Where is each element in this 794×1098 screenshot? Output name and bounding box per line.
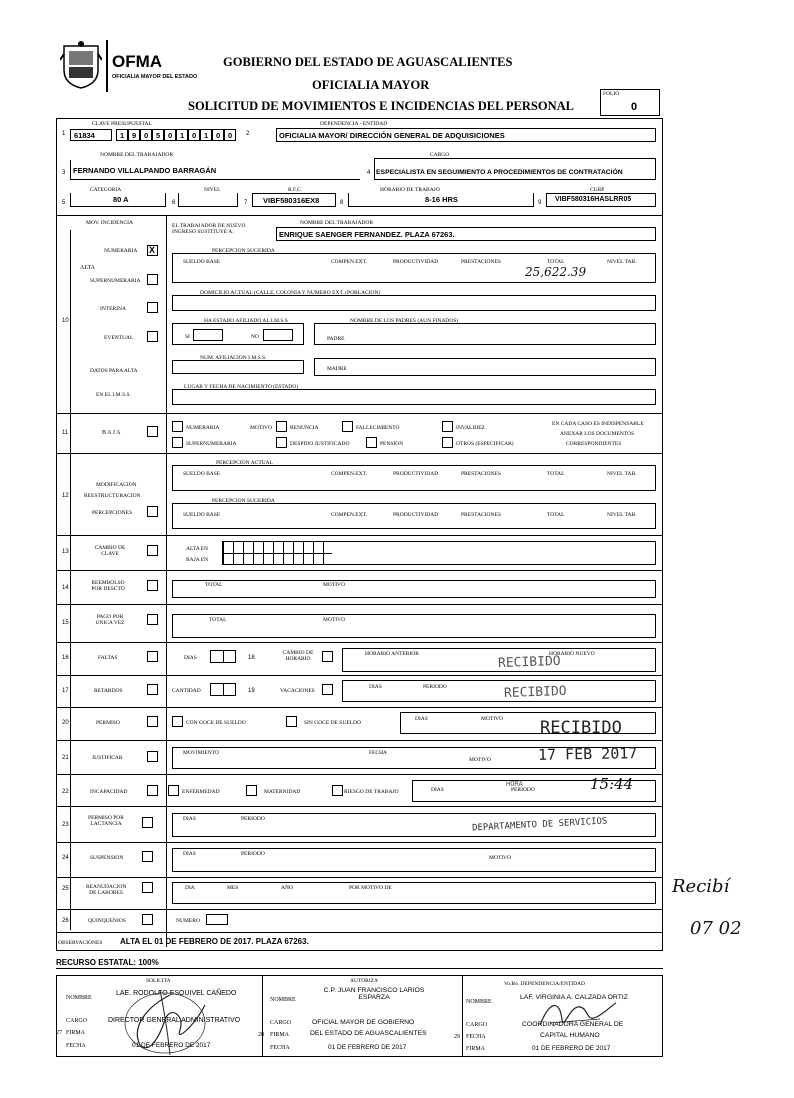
afiliacion-label: NUM. AFILIACION I.M.S.S.	[200, 355, 267, 361]
received-stamp-time: 15:44	[590, 775, 634, 793]
clave-digit: 0	[192, 131, 197, 140]
office-title: OFICIALIA MAYOR	[312, 78, 430, 92]
productividad-label: PRODUCTIVIDAD	[393, 471, 439, 477]
section-divider	[56, 909, 663, 910]
row-number: 11	[62, 430, 69, 436]
s3-cargo-label: CARGO	[466, 1022, 488, 1028]
renuncia-checkbox[interactable]	[276, 421, 287, 432]
s3-cargo-2: CAPITAL HUMANO	[540, 1032, 600, 1039]
row-number: 20	[62, 720, 69, 726]
con-goce-label: CON GOCE DE SUELDO	[186, 720, 246, 726]
dia-label: DIA	[185, 885, 195, 891]
motivo-label: MOTIVO	[323, 582, 345, 588]
state-seal-logo	[60, 40, 102, 90]
s3-name: LAF. VIRGINIA A. CALZADA ORTIZ	[520, 994, 628, 1001]
reembolso-checkbox[interactable]	[147, 580, 158, 591]
section-divider	[56, 740, 663, 741]
imss-field	[172, 323, 304, 345]
s2-nombre-label: NOMBRE	[270, 997, 296, 1003]
total-label: TOTAL	[209, 617, 227, 623]
curp-field	[546, 193, 656, 207]
s2-cargo-2: DEL ESTADO DE AGUASCALIENTES	[310, 1030, 427, 1037]
s3-firma-label: FIRMA	[466, 1046, 486, 1052]
lactancia-checkbox[interactable]	[142, 817, 153, 828]
vacaciones-checkbox[interactable]	[322, 684, 333, 695]
fallecimiento-checkbox[interactable]	[342, 421, 353, 432]
baja-supernumeraria-checkbox[interactable]	[172, 437, 183, 448]
section-divider	[56, 642, 663, 643]
movimiento-label: MOVIMIENTO	[183, 750, 219, 756]
section-divider	[56, 806, 663, 807]
reestructuracion-title: REESTRUCTURACION	[84, 493, 141, 499]
s1-firma-label: FIRMA	[66, 1030, 86, 1036]
received-stamp-date: 17 FEB 2017	[537, 744, 638, 764]
nivel-tab-label: NIVEL TAB.	[607, 259, 637, 265]
despido-checkbox[interactable]	[276, 437, 287, 448]
percepciones-label: PERCEPCIONES	[92, 510, 133, 516]
domicilio-field	[172, 295, 656, 311]
section-divider	[56, 413, 663, 414]
faltas-label: FALTAS	[98, 655, 118, 661]
row-number: 21	[62, 755, 69, 761]
section-divider	[56, 707, 663, 708]
otros-label: OTROS (ESPECIFICAR)	[456, 441, 514, 447]
row-number: 19	[248, 688, 255, 694]
periodo-label: PERIODO	[241, 851, 265, 857]
cambio-clave-checkbox[interactable]	[147, 545, 158, 556]
categoria-value: 80 A	[113, 195, 129, 204]
logo-text: OFMA	[112, 52, 163, 71]
afiliacion-field	[172, 360, 304, 374]
ano-label: AÑO	[281, 885, 293, 891]
nivel-field	[178, 193, 238, 207]
reingreso-label: EL TRABAJADOR DE NUEVO INGRESO SUSTITUYE A:	[172, 223, 246, 235]
suspension-field	[172, 848, 656, 872]
maternidad-label: MATERNIDAD	[264, 789, 301, 795]
cargo-label: CARGO	[430, 152, 450, 158]
clave-digit: 0	[144, 131, 149, 140]
row-number: 23	[62, 822, 69, 828]
row-number: 14	[62, 585, 69, 591]
cargo-value: ESPECIALISTA EN SEGUIMIENTO A PROCEDIMIENTOS DE CONTRATACIÓN	[376, 169, 623, 176]
cargo-field	[374, 158, 656, 180]
alta-label: ALTA	[80, 265, 95, 271]
quinquenios-checkbox[interactable]	[142, 914, 153, 925]
sueldo-base-label: SUELDO BASE	[183, 259, 221, 265]
logo-divider	[106, 40, 108, 92]
clave-digit: 9	[132, 131, 137, 140]
incapacidad-checkbox[interactable]	[147, 785, 158, 796]
row-number: 15	[62, 620, 69, 626]
invalidez-checkbox[interactable]	[442, 421, 453, 432]
row-number: 1	[62, 131, 66, 137]
invalidez-label: INVALIDEZ	[456, 425, 485, 431]
pago-unica-checkbox[interactable]	[147, 614, 158, 625]
productividad-label: PRODUCTIVIDAD	[393, 259, 439, 265]
dependencia-value: OFICIALIA MAYOR/ DIRECCIÓN GENERAL DE ADQUISICIONES	[279, 131, 505, 140]
madre-label: MADRE	[327, 366, 347, 372]
observaciones-text: ALTA EL 01 DE FEBRERO DE 2017. PLAZA 67263.	[120, 937, 309, 946]
baja-en-label: BAJA EN	[186, 557, 209, 563]
total-label: TOTAL	[205, 582, 223, 588]
s3-fecha: 01 DE FEBRERO DE 2017	[532, 1045, 611, 1052]
eventual-label: EVENTUAL	[104, 335, 134, 341]
received-stamp-hora: HORA	[506, 780, 523, 788]
lugar-field	[172, 389, 656, 405]
government-title: GOBIERNO DEL ESTADO DE AGUASCALIENTES	[223, 55, 513, 69]
enfermedad-checkbox[interactable]	[168, 785, 179, 796]
sueldo-base-label: SUELDO BASE	[183, 512, 221, 518]
section-divider	[56, 453, 663, 454]
riesgo-label: RIESGO DE TRABAJO	[344, 789, 399, 795]
clave-digit: 0	[228, 131, 233, 140]
received-stamp-dept: DEPARTAMENTO DE SERVICIOS	[471, 816, 608, 834]
section-divider	[56, 774, 663, 775]
dias-label: DIAS	[183, 816, 196, 822]
justificar-label: JUSTIFICAR	[92, 755, 123, 761]
form-title: SOLICITUD DE MOVIMIENTOS E INCIDENCIAS DEL PERSONAL	[188, 99, 574, 113]
prestaciones-label: PRESTACIONES	[461, 512, 501, 518]
s1-cargo: DIRECTOR GENERAL ADMINISTRATIVO	[108, 1017, 241, 1024]
clave-presupuestal	[70, 129, 242, 141]
row-number: 12	[62, 493, 69, 499]
percepcion-sugerida-label: PERCEPCION SUGERIDA	[212, 248, 275, 254]
compen-ext-label: COMPEN.EXT.	[331, 259, 367, 265]
retardos-label: RETARDOS	[94, 688, 123, 694]
recurso-text: RECURSO ESTATAL: 100%	[56, 958, 159, 967]
pago-unica-field	[172, 614, 656, 638]
received-stamp-line-3: RECIBIDO	[540, 718, 622, 738]
eventual-checkbox[interactable]	[147, 331, 158, 342]
baja-motivo-label: MOTIVO	[250, 425, 272, 431]
row-number: 5	[62, 200, 66, 206]
total-label: TOTAL	[547, 471, 565, 477]
s3-cargo-1: COORDINADORA GENERAL DE	[522, 1021, 624, 1028]
mes-label: MES	[227, 885, 239, 891]
clave-digit: 5	[156, 131, 161, 140]
s3-signature	[530, 995, 620, 1035]
vacaciones-field	[342, 680, 656, 702]
horario-anterior-label: HORARIO ANTERIOR	[365, 651, 419, 657]
padre-field	[314, 323, 656, 345]
s1-cargo-label: CARGO	[66, 1018, 88, 1024]
row-number: 4	[367, 170, 371, 176]
rfc-field	[252, 193, 336, 207]
baja-note-3: CORRESPONDIENTES	[566, 441, 622, 447]
row-number: 6	[172, 200, 176, 206]
total-handwritten: 25,622.39	[525, 265, 587, 279]
dias-label: DIAS	[369, 684, 382, 690]
observaciones-label: OBSERVACIONES	[58, 940, 103, 946]
reanudacion-field	[172, 882, 656, 904]
horario-nuevo-label: HORARIO NUEVO	[549, 651, 595, 657]
baja-note-1: EN CADA CASO ES INDISPENSABLE	[552, 421, 644, 427]
mov-incidencia-label: MOV. INCIDENCIA	[86, 220, 133, 226]
supernumeraria-label: SUPERNUMERARIA	[90, 278, 141, 284]
numeraria-label: NUMERARIA	[104, 248, 138, 254]
nombre-label: NOMBRE DEL TRABAJADOR	[100, 152, 174, 158]
s3-nombre-label: NOMBRE	[466, 999, 492, 1005]
s2-name: C.P. JUAN FRANCISCO LARIOS ESPARZA	[323, 987, 425, 1001]
sustituye-field	[276, 227, 656, 241]
row-number: 13	[62, 549, 69, 555]
row-number: 10	[62, 318, 69, 324]
s1-number: 27	[56, 1030, 62, 1036]
s1-signature	[110, 985, 220, 1057]
section-divider	[56, 535, 663, 536]
compen-ext-label: COMPEN.EXT.	[331, 512, 367, 518]
percepcion-actual-field	[172, 465, 656, 491]
pago-unica-label: PAGO POR UNICA VEZ	[95, 614, 125, 626]
permiso-label: PERMISO	[96, 720, 120, 726]
number-column-divider	[70, 230, 71, 930]
s1-fecha-label: FECHA	[66, 1043, 86, 1049]
percepcion-actual-label: PERCEPCION ACTUAL	[216, 460, 273, 466]
por-motivo-label: POR MOTIVO DE	[349, 885, 392, 891]
pension-label: PENSION	[380, 441, 404, 447]
reembolso-label: REEMBOLSO POR DESCTO	[91, 580, 125, 592]
datos-alta-label: DATOS PARA ALTA	[90, 368, 138, 374]
percepciones-checkbox[interactable]	[147, 506, 158, 517]
motivo-label: MOTIVO	[489, 855, 511, 861]
quinquenios-label: QUINQUENIOS	[88, 918, 126, 924]
lugar-label: LUGAR Y FECHA DE NACIMIENTO (ESTADO)	[184, 384, 299, 390]
rfc-label: R.F.C.	[288, 187, 303, 193]
row-number: 8	[340, 200, 344, 206]
percepcion-sugerida-mod-field	[172, 503, 656, 529]
section-divider	[56, 842, 663, 843]
label-column-divider	[166, 215, 167, 947]
enfermedad-label: ENFERMEDAD	[182, 789, 220, 795]
categoria-field	[70, 193, 166, 207]
padres-label: NOMBRE DE LOS PADRES (AUN FINADOS)	[350, 318, 459, 324]
numeraria-mark: X	[149, 245, 156, 255]
s1-nombre-label: NOMBRE	[66, 995, 92, 1001]
maternidad-checkbox[interactable]	[246, 785, 257, 796]
dias-label: DIAS	[183, 851, 196, 857]
suspension-checkbox[interactable]	[142, 851, 153, 862]
cantidad-label: CANTIDAD	[172, 688, 201, 694]
justificar-checkbox[interactable]	[147, 751, 158, 762]
madre-field	[314, 358, 656, 376]
si-label: SI	[185, 334, 190, 340]
row-number: 22	[62, 789, 69, 795]
fallecimiento-label: FALLECIMIENTO	[356, 425, 400, 431]
clave-label: CLAVE PRESUPUESTAL	[92, 121, 152, 127]
baja-supernumeraria-label: SUPERNUMERARIA	[186, 441, 237, 447]
percepcion-sugerida-field	[172, 253, 656, 283]
cambio-clave-label: CAMBIO DE CLAVE	[94, 545, 126, 557]
con-goce-checkbox[interactable]	[172, 716, 183, 727]
modificacion-title: MODIFICACION	[96, 482, 137, 488]
cambio-horario-label: CAMBIO DE HORARIO	[282, 650, 314, 662]
interina-checkbox[interactable]	[147, 302, 158, 313]
interina-label: INTERINA	[100, 306, 126, 312]
folio-value: 0	[631, 101, 638, 113]
clave-digit: 1	[180, 131, 185, 140]
pension-checkbox[interactable]	[366, 437, 377, 448]
nivel-label: NIVEL	[204, 187, 221, 193]
section-divider	[56, 604, 663, 605]
baja-checkbox[interactable]	[147, 426, 158, 437]
sustituye-value: ENRIQUE SAENGER FERNANDEZ. PLAZA 67263.	[279, 230, 455, 239]
solicita-label: SOLICITA	[146, 978, 171, 984]
dias-label: DIAS	[431, 787, 444, 793]
curp-value: VIBF580316HASLRR05	[555, 196, 632, 203]
numero-label: NUMERO	[176, 918, 200, 924]
row-number: 9	[538, 200, 542, 206]
clave-digit: 1	[120, 131, 125, 140]
nivel-tab-label: NIVEL TAB.	[607, 512, 637, 518]
baja-title: B A J A	[102, 430, 121, 436]
margin-note-line-2: 07 02	[690, 918, 742, 939]
prestaciones-label: PRESTACIONES	[461, 471, 501, 477]
motivo-label: MOTIVO	[469, 757, 491, 763]
reanudacion-checkbox[interactable]	[142, 882, 153, 893]
received-stamp-line-1: RECIBIDO	[497, 653, 561, 672]
row-number: 18	[248, 655, 255, 661]
row-number: 16	[62, 655, 69, 661]
prestaciones-label: PRESTACIONES	[461, 259, 501, 265]
section-divider	[56, 570, 663, 571]
reanudacion-label: REANUDACION DE LABORES	[86, 884, 127, 896]
s2-cargo-label: CARGO	[270, 1020, 292, 1026]
curp-label: CURP	[590, 187, 605, 193]
dependencia-label: DEPENDENCIA - ENTIDAD	[320, 121, 388, 127]
riesgo-checkbox[interactable]	[332, 785, 343, 796]
productividad-label: PRODUCTIVIDAD	[393, 512, 439, 518]
autoriza-label: AUTORIZA	[350, 978, 379, 984]
padre-label: PADRE	[327, 336, 345, 342]
no-box[interactable]	[263, 329, 293, 341]
s2-cargo-1: OFICIAL MAYOR DE GOBIERNO	[312, 1019, 415, 1026]
dependencia-field	[276, 128, 656, 142]
baja-numeraria-checkbox[interactable]	[172, 421, 183, 432]
motivo-label: MOTIVO	[323, 617, 345, 623]
s2-fecha: 01 DE FEBRERO DE 2017	[328, 1044, 407, 1051]
s3-fecha-label: FECHA	[466, 1034, 486, 1040]
reembolso-field	[172, 580, 656, 598]
baja-numeraria-label: NUMERARIA	[186, 425, 220, 431]
si-box[interactable]	[193, 329, 223, 341]
percepcion-sugerida-label: PERCEPCION SUGERIDA	[212, 498, 275, 504]
despido-label: DESPIDO JUSTIFICADO	[290, 441, 350, 447]
horario-label: HORARIO DE TRABAJO	[380, 187, 440, 193]
horario-value: 8-16 HRS	[425, 195, 458, 204]
section-divider	[56, 675, 663, 676]
s2-firma-label: FIRMA	[270, 1032, 290, 1038]
row-number: 24	[62, 855, 69, 861]
numeraria-checkbox[interactable]	[147, 245, 158, 256]
row-number: 7	[244, 200, 248, 206]
periodo-label: PERIODO	[423, 684, 447, 690]
suspension-label: SUSPENSION	[90, 855, 124, 861]
clave-digit: 61834	[74, 131, 95, 140]
clave-digit: 1	[204, 131, 209, 140]
total-label: TOTAL	[547, 512, 565, 518]
vobo-label: Vo.Bo. DEPENDENCIA/ENTIDAD	[504, 981, 586, 987]
section-divider	[56, 877, 663, 878]
logo-subtext: OFICIALIA MAYOR DEL ESTADO	[112, 74, 198, 80]
nombre-value: FERNANDO VILLALPANDO BARRAGÁN	[73, 166, 217, 175]
en-imss-label: EN EL I.M.S.S.	[96, 392, 131, 398]
sin-goce-label: SIN GOCE DE SUELDO	[304, 720, 361, 726]
s1-name: LAE. RODOLFO ESQUIVEL CAÑEDO	[116, 990, 237, 997]
supernumeraria-checkbox[interactable]	[147, 274, 158, 285]
imss-question: HA ESTADO AFILIADO AL I.M.S.S	[204, 318, 288, 324]
dias-label: DIAS	[415, 716, 428, 722]
rfc-value: VIBF580316EX8	[263, 196, 320, 205]
vacaciones-label: VACACIONES	[280, 688, 315, 694]
permiso-lactancia-label: PERMISO POR LACTANCIA	[88, 815, 124, 827]
no-label: NO	[251, 334, 259, 340]
faltas-dias-label: DIAS	[184, 655, 197, 661]
nivel-tab-label: NIVEL TAB.	[607, 471, 637, 477]
row-number: 3	[62, 170, 66, 176]
sustituye-label: NOMBRE DEL TRABAJADOR	[300, 220, 374, 226]
row-number: 25	[62, 886, 69, 892]
periodo-label: PERIODO	[241, 816, 265, 822]
periodo-label: PERIODO	[511, 787, 535, 793]
faltas-checkbox[interactable]	[147, 651, 158, 662]
row-number: 2	[246, 131, 250, 137]
clave-digit: 0	[168, 131, 173, 140]
baja-note-2: ANEXAR LOS DOCUMENTOS	[560, 431, 635, 437]
retardos-checkbox[interactable]	[147, 684, 158, 695]
folio-box	[600, 89, 660, 116]
received-stamp-line-2: RECIBIDO	[503, 683, 567, 702]
categoria-label: CATEGORIA	[90, 187, 122, 193]
clave-digit: 0	[216, 131, 221, 140]
fecha-label: FECHA	[369, 750, 388, 756]
section-divider	[56, 932, 663, 933]
otros-checkbox[interactable]	[442, 437, 453, 448]
section-divider	[56, 215, 663, 216]
total-label: TOTAL	[547, 259, 565, 265]
numero-box[interactable]	[206, 914, 228, 925]
s3-number: 29	[454, 1034, 460, 1040]
compen-ext-label: COMPEN.EXT.	[331, 471, 367, 477]
alta-en-label: ALTA EN	[186, 546, 209, 552]
sueldo-base-label: SUELDO BASE	[183, 471, 221, 477]
domicilio-label: DOMICILIO ACTUAL (CALLE, COLONIA Y NUMERO EXT. (POBLACION)	[200, 290, 381, 296]
margin-note-line-1: Recibí	[672, 876, 730, 897]
s2-number: 28	[258, 1032, 264, 1038]
cambio-horario-checkbox[interactable]	[322, 651, 333, 662]
folio-label: FOLIO	[603, 91, 620, 97]
incapacidad-label: INCAPACIDAD	[90, 789, 128, 795]
renuncia-label: RENUNCIA	[290, 425, 319, 431]
nombre-field	[70, 160, 360, 180]
motivo-label: MOTIVO	[481, 716, 503, 722]
sin-goce-checkbox[interactable]	[286, 716, 297, 727]
permiso-checkbox[interactable]	[147, 716, 158, 727]
horario-field	[348, 193, 534, 207]
row-number: 26	[62, 918, 69, 924]
s2-fecha-label: FECHA	[270, 1045, 290, 1051]
s1-fecha: 01 DE FEBRERO DE 2017	[132, 1042, 211, 1049]
row-number: 17	[62, 688, 69, 694]
